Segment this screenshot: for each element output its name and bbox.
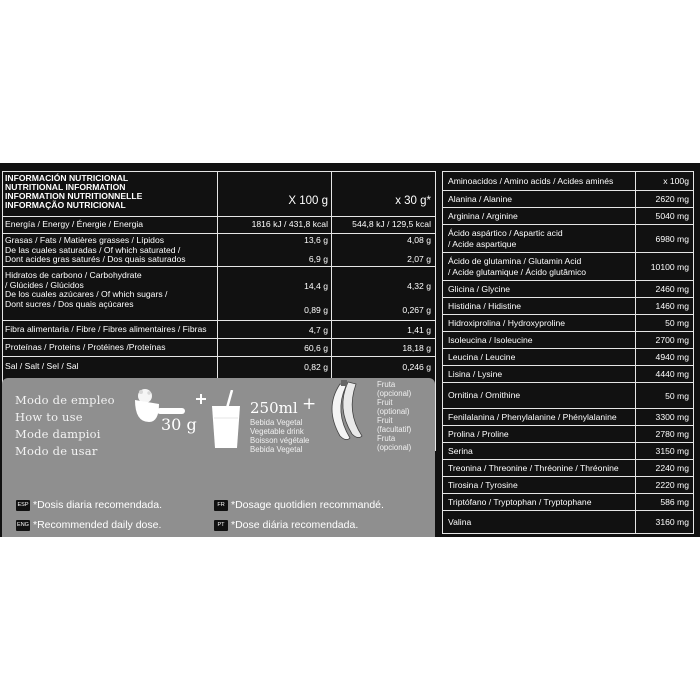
nutrition-label-panel xyxy=(0,163,700,537)
fruit-label: (facultatif) xyxy=(377,425,412,434)
value-100g: 13,6 g xyxy=(304,235,328,245)
fruit-label: Fruta xyxy=(377,380,396,389)
amino-row xyxy=(443,191,693,208)
amino-name: Prolina / Proline xyxy=(448,428,509,439)
amino-value: 2620 mg xyxy=(655,194,689,204)
amino-row xyxy=(443,494,693,511)
amino-name: Isoleucina / Isoleucine xyxy=(448,334,533,345)
value-30g: 0,246 g xyxy=(402,362,431,372)
amino-name: Glicina / Glycine xyxy=(448,283,511,294)
fruit-label: Fruit xyxy=(377,416,393,425)
amino-name: / Acide aspartique xyxy=(448,238,517,249)
drink-labels xyxy=(250,418,309,454)
amino-row xyxy=(443,315,693,332)
amino-header-row xyxy=(443,172,693,191)
nutrient-label: Grasas / Fats / Matières grasses / Lípidos xyxy=(5,235,165,245)
amino-value: 3150 mg xyxy=(655,446,689,456)
nutrient-row-salt xyxy=(3,357,435,378)
amino-value: 2220 mg xyxy=(655,480,689,490)
amino-value: 6980 mg xyxy=(655,233,689,244)
value-30g: 4,08 g xyxy=(407,235,431,245)
amino-value: 4440 mg xyxy=(655,369,689,379)
nutrient-label: Sal / Salt / Sel / Sal xyxy=(5,361,79,371)
amino-row xyxy=(443,349,693,366)
flag-badge: ENG xyxy=(16,520,30,531)
how-to-use-text: Modo de usar xyxy=(15,444,98,458)
amino-name: Fenilalanina / Phenylalanine / Phénylalanine xyxy=(448,411,617,422)
nutrient-label: / Glúcides / Glúcidos xyxy=(5,279,84,290)
amino-name: Triptófano / Tryptophan / Tryptophane xyxy=(448,496,592,507)
nutrient-sublabel: Dont acides gras saturés / Dos quais saturados xyxy=(5,254,186,265)
amino-row xyxy=(443,366,693,383)
amino-row xyxy=(443,477,693,494)
usage-instructions-box xyxy=(2,378,435,537)
amino-row xyxy=(443,443,693,460)
header-line: INFORMACIÓN NUTRICIONAL xyxy=(5,173,129,183)
amino-row xyxy=(443,208,693,225)
flag-badge: PT xyxy=(214,520,228,531)
dose-note: *Dosis diaria recomendada. xyxy=(33,499,162,511)
value-100g: 6,9 g xyxy=(308,254,328,264)
value-100g: 4,7 g xyxy=(308,325,328,335)
drink-label: Bebida Vegetal xyxy=(250,445,303,454)
amino-row xyxy=(443,460,693,477)
amino-value: 4940 mg xyxy=(655,352,689,362)
value-100g: 0,89 g xyxy=(304,305,328,315)
fruit-label: (opcional) xyxy=(377,443,412,452)
amino-row xyxy=(443,426,693,443)
drink-label: Boisson végétale xyxy=(250,436,310,445)
dose-note: *Dosage quotidien recommandé. xyxy=(231,499,384,511)
value-30g: 0,267 g xyxy=(402,305,431,315)
amino-value: 1460 mg xyxy=(655,301,689,311)
column-header-100g: X 100 g xyxy=(288,195,328,207)
amino-header-unit: x 100g xyxy=(663,176,689,186)
nutrition-header-row xyxy=(3,172,435,217)
amino-row xyxy=(443,298,693,315)
value-100g: 60,6 g xyxy=(304,343,328,353)
amino-name: Tirosina / Tyrosine xyxy=(448,479,518,490)
dose-note: *Dose diária recomendada. xyxy=(231,519,359,531)
nutrient-row-fats xyxy=(3,234,435,267)
drink-volume: 250ml xyxy=(250,399,298,417)
fruit-label: Fruta xyxy=(377,434,396,443)
plus-sign-icon: + xyxy=(302,394,317,414)
amino-name: / Acide glutamique / Ácido glutâmico xyxy=(448,266,587,277)
amino-value: 2240 mg xyxy=(655,463,689,473)
amino-name: Alanina / Alanine xyxy=(448,193,513,204)
banana-icon xyxy=(322,378,372,448)
amino-name: Ácido aspártico / Aspartic acid xyxy=(448,227,563,238)
amino-row xyxy=(443,281,693,298)
nutrient-row-energy xyxy=(3,217,435,234)
amino-value: 2460 mg xyxy=(655,284,689,294)
amino-row xyxy=(443,383,693,409)
column-header-30g: x 30 g* xyxy=(395,195,431,207)
value-30g: 1,41 g xyxy=(407,325,431,335)
amino-name: Histidina / Hidistine xyxy=(448,300,522,311)
amino-header-name xyxy=(443,172,636,190)
nutrient-label: Hidratos de carbono / Carbohydrate xyxy=(5,270,142,280)
amino-row xyxy=(443,225,693,253)
shaker-glass-icon xyxy=(208,390,244,450)
nutrient-label: Energía / Energy / Énergie / Energia xyxy=(5,219,144,229)
fruit-label: (opcional) xyxy=(377,389,412,398)
amino-name: Treonina / Threonine / Thréonine / Thréonine xyxy=(448,462,619,473)
header-line: NUTRITIONAL INFORMATION xyxy=(5,182,126,192)
drink-label: Vegetable drink xyxy=(250,427,304,436)
amino-name: Lisina / Lysine xyxy=(448,368,503,379)
amino-value: 5040 mg xyxy=(655,211,689,221)
amino-value: 50 mg xyxy=(665,390,689,401)
amino-row xyxy=(443,253,693,281)
amino-value: 3160 mg xyxy=(655,517,689,527)
header-line: INFORMAÇÃO NUTRICIONAL xyxy=(5,200,126,210)
amino-name: Ornitina / Ornithine xyxy=(448,390,521,400)
amino-value: 10100 mg xyxy=(650,261,689,272)
nutrient-sublabel: Dont sucres / Dos quais açúcares xyxy=(5,298,134,309)
value-30g: 18,18 g xyxy=(402,343,431,353)
how-to-use-text: Modo de empleo xyxy=(15,393,115,407)
value-30g: 4,32 g xyxy=(407,281,431,291)
nutrition-header-title xyxy=(3,172,218,216)
fruit-labels xyxy=(377,380,411,452)
amino-name: Serina xyxy=(448,445,473,456)
fruit-label: (optional) xyxy=(377,407,410,416)
value-100g: 0,82 g xyxy=(304,362,328,372)
dose-amount: 30 g xyxy=(161,415,197,434)
value-30g: 2,07 g xyxy=(407,254,431,264)
nutrient-label: Fibra alimentaria / Fibre / Fibres alimentaires / Fibras xyxy=(5,324,207,334)
nutrient-row-fibre xyxy=(3,321,435,339)
flag-badge: ESP xyxy=(16,500,30,511)
nutrient-row-carbohydrate xyxy=(3,267,435,321)
value-100g: 14,4 g xyxy=(304,281,328,291)
fruit-label: Fruit xyxy=(377,398,393,407)
dose-note: *Recommended daily dose. xyxy=(33,519,162,531)
nutrient-row-proteins xyxy=(3,339,435,357)
value-30g: 544,8 kJ / 129,5 kcal xyxy=(352,219,431,229)
amino-name: Leucina / Leucine xyxy=(448,351,516,362)
flag-badge: FR xyxy=(214,500,228,511)
amino-value: 50 mg xyxy=(665,318,689,328)
amino-name: Arginina / Arginine xyxy=(448,210,518,221)
drink-label: Bebida Vegetal xyxy=(250,418,303,427)
amino-value: 586 mg xyxy=(660,497,689,507)
value-100g: 1816 kJ / 431,8 kcal xyxy=(251,219,328,229)
amino-value: 2700 mg xyxy=(655,335,689,345)
amino-value: 3300 mg xyxy=(655,412,689,422)
amino-row xyxy=(443,332,693,349)
amino-value: 2780 mg xyxy=(655,429,689,439)
amino-name: Hidroxiprolina / Hydroxyproline xyxy=(448,317,566,328)
nutrient-sublabel: De los cuales azúcares / Of which sugars / xyxy=(5,289,168,300)
nutrient-sublabel: De las cuales saturadas / Of which saturated / xyxy=(5,244,181,255)
amino-name: Valina xyxy=(448,516,472,527)
amino-row xyxy=(443,511,693,533)
header-line: INFORMATION NUTRITIONNELLE xyxy=(5,191,143,201)
nutrient-label: Proteínas / Proteins / Protéines /Proteínas xyxy=(5,342,166,352)
how-to-use-text: How to use xyxy=(15,410,83,424)
amino-acid-table xyxy=(442,171,694,534)
amino-name: Ácido de glutamina / Glutamin Acid xyxy=(448,255,582,266)
amino-row xyxy=(443,409,693,426)
amino-header-label: Aminoacidos / Amino acids / Acides aminés xyxy=(448,175,614,186)
how-to-use-text: Mode dampioi xyxy=(15,427,101,441)
